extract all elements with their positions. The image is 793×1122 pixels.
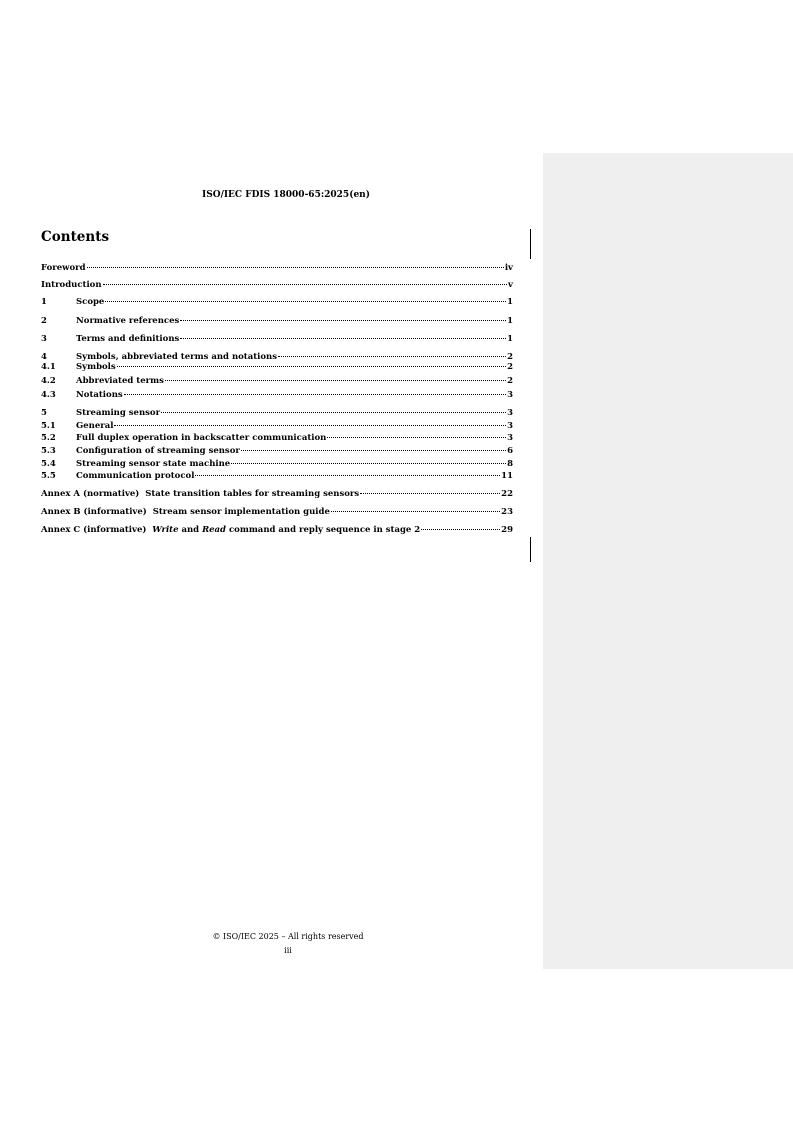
- toc-entry-title: Configuration of streaming sensor: [76, 446, 240, 456]
- toc-entry-page: 1: [507, 334, 513, 344]
- toc-entry-title: Streaming sensor: [76, 408, 161, 418]
- toc-entry-number: 5.1: [41, 421, 56, 431]
- toc-entry-title: Symbols, abbreviated terms and notations: [76, 352, 278, 362]
- toc-entry-title: Full duplex operation in backscatter communication: [76, 433, 327, 443]
- toc-entry-terms-definitions[interactable]: [41, 334, 513, 344]
- toc-entry-page: 1: [507, 297, 513, 307]
- toc-entry-page: v: [508, 280, 513, 290]
- toc-leader-dots: [105, 301, 506, 302]
- toc-title-mid: and: [178, 525, 203, 535]
- footer-page-number: iii: [284, 946, 292, 955]
- toc-entry-title: [41, 525, 420, 535]
- toc-leader-dots: [124, 394, 506, 395]
- toc-entry-number: 5: [41, 408, 47, 418]
- toc-entry-configuration[interactable]: [41, 446, 513, 456]
- toc-entry-number: 5.2: [41, 433, 56, 443]
- toc-entry-page: 1: [507, 316, 513, 326]
- toc-entry-page: 3: [507, 433, 513, 443]
- toc-entry-symbols[interactable]: [41, 362, 513, 372]
- toc-entry-number: 1: [41, 297, 47, 307]
- toc-leader-dots: [327, 437, 506, 438]
- toc-entry-page: 29: [501, 525, 513, 535]
- toc-entry-page: 2: [507, 352, 513, 362]
- toc-entry-annex-b[interactable]: [41, 507, 513, 517]
- toc-leader-dots: [241, 450, 506, 451]
- toc-entry-page: 6: [507, 446, 513, 456]
- toc-leader-dots: [360, 493, 500, 494]
- contents-heading: Contents: [41, 229, 110, 245]
- toc-entry-notations[interactable]: [41, 390, 513, 400]
- toc-entry-number: 4.3: [41, 390, 56, 400]
- toc-entry-number: 4: [41, 352, 47, 362]
- toc-title-suffix: command and reply sequence in stage 2: [226, 525, 421, 535]
- toc-entry-general[interactable]: [41, 421, 513, 431]
- toc-entry-annex-c[interactable]: [41, 525, 513, 535]
- toc-leader-dots: [278, 356, 506, 357]
- toc-entry-abbreviated-terms[interactable]: [41, 376, 513, 386]
- toc-entry-state-machine[interactable]: [41, 459, 513, 469]
- toc-leader-dots: [165, 380, 506, 381]
- toc-entry-page: 2: [507, 376, 513, 386]
- toc-leader-dots: [180, 320, 506, 321]
- toc-entry-number: 5.5: [41, 471, 56, 481]
- toc-entry-full-duplex[interactable]: [41, 433, 513, 443]
- toc-entry-title: Annex B (informative) Stream sensor implementation guide: [41, 507, 330, 517]
- toc-entry-page: 22: [501, 489, 513, 499]
- toc-leader-dots: [421, 529, 500, 530]
- toc-entry-communication-protocol[interactable]: [41, 471, 513, 481]
- toc-entry-number: 5.3: [41, 446, 56, 456]
- toc-entry-title: Symbols: [76, 362, 116, 372]
- toc-entry-page: 8: [507, 459, 513, 469]
- toc-entry-introduction[interactable]: [41, 280, 513, 290]
- toc-entry-page: 11: [501, 471, 513, 481]
- toc-entry-title: Communication protocol: [76, 471, 195, 481]
- toc-entry-title: Annex A (normative) State transition tables for streaming sensors: [41, 489, 360, 499]
- footer-copyright: © ISO/IEC 2025 – All rights reserved: [212, 932, 364, 941]
- toc-entry-scope[interactable]: [41, 297, 513, 307]
- toc-entry-page: 3: [507, 421, 513, 431]
- toc-entry-foreword[interactable]: [41, 263, 513, 273]
- toc-entry-normative-references[interactable]: [41, 316, 513, 326]
- toc-leader-dots: [180, 338, 506, 339]
- toc-entry-number: 4.1: [41, 362, 56, 372]
- toc-entry-title: Foreword: [41, 263, 86, 273]
- toc-leader-dots: [195, 475, 500, 476]
- comment-pane: [543, 153, 793, 969]
- toc-entry-number: 5.4: [41, 459, 56, 469]
- toc-entry-page: iv: [504, 263, 513, 273]
- document-id-header: ISO/IEC FDIS 18000-65:2025(en): [202, 190, 370, 200]
- toc-title-read: Read: [202, 525, 227, 535]
- toc-entry-title: General: [76, 421, 114, 431]
- toc-entry-title: Abbreviated terms: [76, 376, 164, 386]
- toc-title-write: Write: [152, 525, 179, 535]
- toc-leader-dots: [231, 463, 506, 464]
- toc-entry-title: Normative references: [76, 316, 180, 326]
- toc-entry-title: Notations: [76, 390, 123, 400]
- toc-entry-number: 2: [41, 316, 47, 326]
- toc-entry-title: Introduction: [41, 280, 102, 290]
- toc-entry-title: Streaming sensor state machine: [76, 459, 231, 469]
- toc-entry-annex-a[interactable]: [41, 489, 513, 499]
- toc-title-prefix: Annex C (informative): [41, 525, 153, 535]
- toc-entry-page: 3: [507, 390, 513, 400]
- toc-entry-streaming-sensor[interactable]: [41, 408, 513, 418]
- toc-leader-dots: [103, 284, 508, 285]
- toc-leader-dots: [161, 412, 506, 413]
- toc-entry-symbols-abbreviations[interactable]: [41, 352, 513, 362]
- change-bar: [530, 537, 531, 562]
- toc-entry-title: Terms and definitions: [76, 334, 180, 344]
- toc-entry-number: 3: [41, 334, 47, 344]
- toc-leader-dots: [114, 425, 506, 426]
- toc-entry-page: 3: [507, 408, 513, 418]
- toc-entry-page: 23: [501, 507, 513, 517]
- toc-leader-dots: [117, 366, 506, 367]
- toc-entry-page: 2: [507, 362, 513, 372]
- change-bar: [530, 229, 531, 259]
- toc-leader-dots: [87, 267, 504, 268]
- toc-entry-number: 4.2: [41, 376, 56, 386]
- toc-entry-title: Scope: [76, 297, 105, 307]
- toc-leader-dots: [331, 511, 500, 512]
